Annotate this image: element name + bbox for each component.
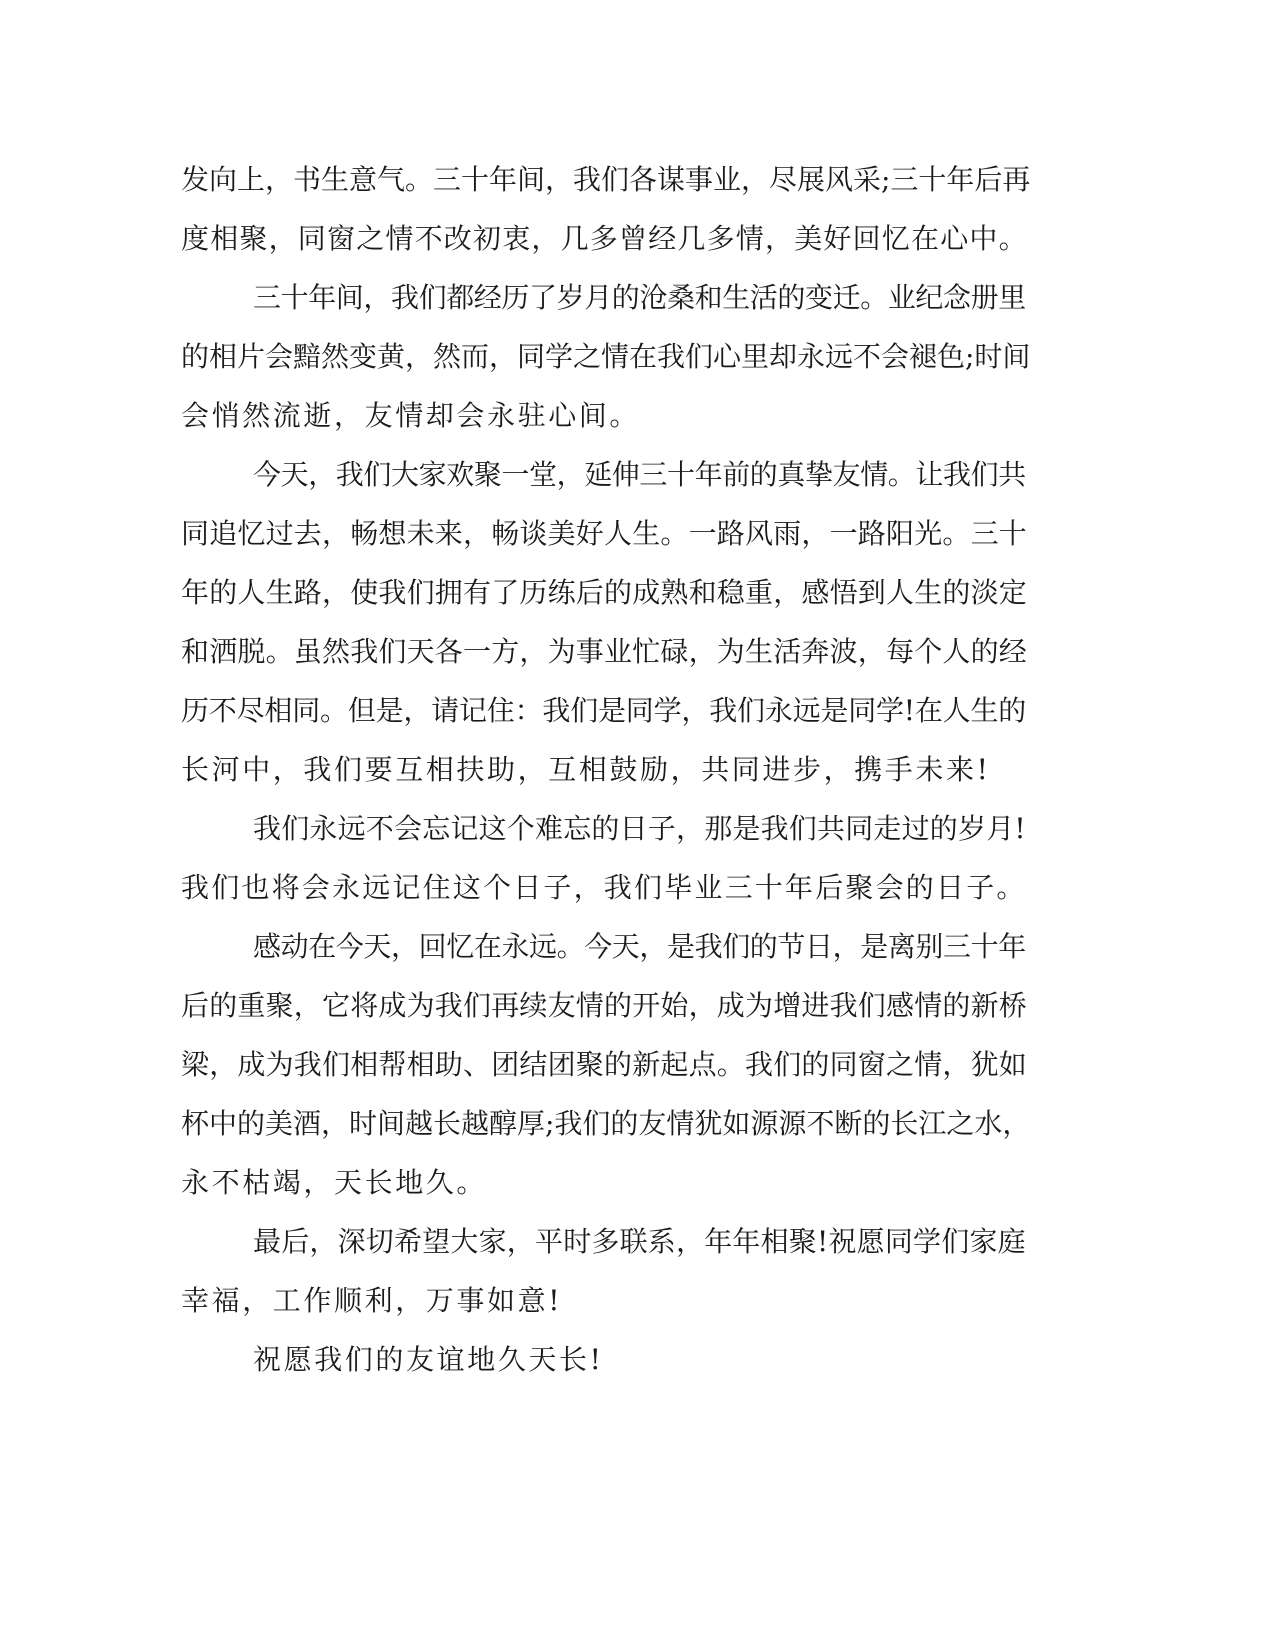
text-line: 幸福，工作顺利，万事如意!	[181, 1284, 563, 1317]
text-line: 最后，深切希望大家，平时多联系，年年相聚!祝愿同学们家庭	[253, 1225, 1026, 1258]
text-line: 同追忆过去，畅想未来，畅谈美好人生。一路风雨，一路阳光。三十	[181, 517, 1028, 550]
text-line: 今天，我们大家欢聚一堂，延伸三十年前的真挚友情。让我们共	[253, 458, 1026, 491]
text-line: 和洒脱。虽然我们天各一方，为事业忙碌，为生活奔波，每个人的经	[181, 635, 1028, 668]
text-line: 我们也将会永远记住这个日子，我们毕业三十年后聚会的日子。	[181, 871, 1027, 904]
text-line: 度相聚，同窗之情不改初衷，几多曾经几多情，美好回忆在心中。	[181, 222, 1028, 255]
text-line: 发向上，书生意气。三十年间，我们各谋事业，尽展风采;三十年后再	[181, 163, 1031, 196]
text-line: 历不尽相同。但是，请记住：我们是同学，我们永远是同学!在人生的	[181, 694, 1027, 727]
text-line: 三十年间，我们都经历了岁月的沧桑和生活的变迁。业纪念册里	[253, 281, 1026, 314]
text-line: 杯中的美酒，时间越长越醇厚;我们的友情犹如源源不断的长江之水，	[181, 1107, 1031, 1140]
text-line: 我们永远不会忘记这个难忘的日子，那是我们共同走过的岁月!	[253, 812, 1026, 845]
text-line: 感动在今天，回忆在永远。今天，是我们的节日，是离别三十年	[253, 930, 1026, 963]
text-line: 会悄然流逝，友情却会永驻心间。	[181, 399, 641, 432]
text-line: 长河中，我们要互相扶助，互相鼓励，共同进步，携手未来!	[181, 753, 991, 786]
text-line: 后的重聚，它将成为我们再续友情的开始，成为增进我们感情的新桥	[181, 989, 1028, 1022]
text-line: 的相片会黯然变黄，然而，同学之情在我们心里却永远不会褪色;时间	[181, 340, 1031, 373]
text-line: 年的人生路，使我们拥有了历练后的成熟和稳重，感悟到人生的淡定	[181, 576, 1028, 609]
text-line: 祝愿我们的友谊地久天长!	[253, 1343, 604, 1376]
text-line: 梁，成为我们相帮相助、团结团聚的新起点。我们的同窗之情，犹如	[181, 1048, 1028, 1081]
text-line: 永不枯竭，天长地久。	[181, 1166, 488, 1199]
